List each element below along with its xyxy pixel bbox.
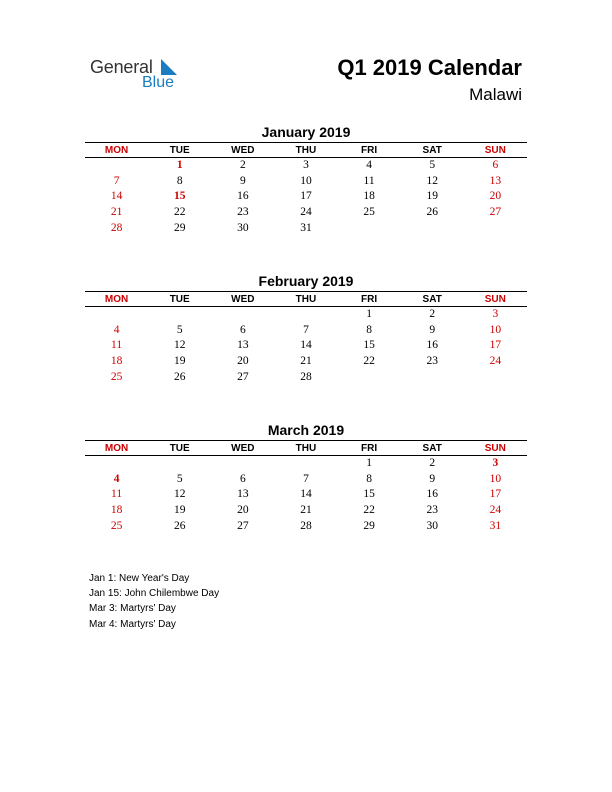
month-title: January 2019 — [261, 124, 351, 140]
weekday-label: TUE — [169, 145, 190, 156]
day-cell: 16 — [426, 339, 438, 352]
day-cell: 16 — [426, 488, 438, 501]
day-cell: 22 — [173, 206, 186, 219]
day-cell: 14 — [300, 488, 312, 501]
day-cell: 14 — [300, 339, 312, 352]
day-cell: 24 — [489, 355, 502, 368]
day-cell: 1 — [366, 308, 372, 320]
day-cell: 15 — [363, 488, 375, 501]
weekday-label: WED — [231, 294, 255, 305]
empty-day-cell — [338, 370, 401, 386]
empty-day-cell — [148, 307, 211, 323]
weekday-label: WED — [231, 145, 255, 156]
day-cell: 6 — [492, 159, 499, 171]
empty-day-cell — [274, 456, 337, 472]
holiday-item: Jan 1: New Year's Day — [89, 573, 190, 584]
day-cell: 2 — [429, 308, 436, 320]
day-cell: 1 — [366, 457, 372, 469]
week-row — [85, 307, 527, 323]
empty-day-cell — [211, 456, 274, 472]
week-row — [85, 354, 527, 370]
day-cell: 20 — [237, 355, 249, 368]
empty-day-cell — [85, 158, 148, 174]
page-title: Q1 2019 Calendar — [337, 55, 522, 80]
week-row — [85, 323, 527, 339]
logo-triangle-icon — [161, 59, 177, 75]
day-cell: 5 — [176, 323, 183, 336]
day-cell: 3 — [492, 457, 499, 469]
empty-day-cell — [148, 456, 211, 472]
day-cell: 5 — [429, 159, 436, 171]
day-cell: 29 — [173, 221, 186, 234]
country-name: Malawi — [469, 85, 522, 104]
day-cell: 29 — [363, 519, 375, 532]
week-row — [85, 487, 527, 503]
empty-day-cell — [464, 221, 527, 237]
day-cell: 28 — [300, 370, 312, 383]
day-cell: 4 — [113, 323, 120, 336]
day-cell: 21 — [110, 206, 123, 219]
day-cell: 24 — [489, 504, 502, 517]
empty-day-cell — [274, 307, 337, 323]
day-cell: 13 — [237, 339, 249, 352]
weekday-label: SUN — [484, 145, 506, 156]
day-cell: 25 — [110, 370, 123, 383]
week-row — [85, 205, 527, 221]
day-cell: 7 — [113, 174, 120, 187]
day-cell: 27 — [237, 519, 249, 532]
week-row — [85, 338, 527, 354]
day-cell: 21 — [300, 355, 312, 368]
day-cell: 9 — [239, 174, 246, 187]
day-cell: 27 — [489, 206, 502, 219]
month-title: February 2019 — [258, 273, 354, 289]
logo-general-text: General — [90, 57, 153, 77]
day-cell: 4 — [113, 472, 120, 485]
day-cell: 5 — [176, 472, 183, 485]
weekday-label: MON — [104, 443, 129, 454]
day-cell: 9 — [429, 472, 436, 485]
empty-day-cell — [401, 370, 464, 386]
day-cell: 23 — [426, 355, 438, 368]
day-cell: 25 — [110, 519, 123, 532]
month-february — [85, 272, 527, 385]
day-cell: 15 — [173, 190, 186, 203]
day-cell: 9 — [429, 323, 436, 336]
day-cell: 25 — [363, 206, 375, 219]
weekday-label: THU — [295, 443, 317, 454]
empty-day-cell — [401, 221, 464, 237]
day-cell: 12 — [173, 488, 186, 501]
empty-day-cell — [338, 221, 401, 237]
day-cell: 4 — [366, 159, 372, 171]
week-row — [85, 472, 527, 488]
day-cell: 18 — [110, 355, 123, 368]
day-cell: 18 — [363, 190, 375, 203]
empty-day-cell — [85, 307, 148, 323]
day-cell: 2 — [239, 159, 246, 171]
holiday-item: Mar 3: Martyrs' Day — [89, 603, 176, 615]
day-cell: 7 — [303, 323, 309, 336]
day-cell: 27 — [237, 370, 249, 383]
day-cell: 26 — [173, 519, 186, 532]
day-cell: 10 — [489, 323, 502, 336]
day-cell: 6 — [239, 472, 246, 485]
day-cell: 30 — [237, 221, 249, 234]
day-cell: 19 — [173, 355, 186, 368]
day-cell: 11 — [111, 339, 123, 352]
day-cell: 21 — [300, 504, 312, 517]
week-row — [85, 370, 527, 386]
day-cell: 13 — [489, 174, 502, 187]
day-cell: 17 — [489, 339, 502, 352]
day-cell: 16 — [237, 190, 249, 203]
week-row — [85, 189, 527, 205]
day-cell: 2 — [429, 457, 436, 469]
day-cell: 19 — [173, 504, 186, 517]
day-cell: 1 — [176, 159, 183, 171]
day-cell: 15 — [363, 339, 375, 352]
weekday-label: TUE — [169, 443, 190, 454]
weekday-header — [85, 291, 527, 307]
day-cell: 8 — [366, 472, 372, 485]
day-cell: 31 — [300, 221, 312, 234]
month-title: March 2019 — [267, 422, 345, 438]
day-cell: 12 — [173, 339, 186, 352]
weekday-label: FRI — [361, 443, 378, 454]
logo-blue-text: Blue — [142, 74, 175, 91]
week-row — [85, 221, 527, 237]
week-row — [85, 519, 527, 535]
weekday-header — [85, 440, 527, 456]
weekday-label: WED — [231, 443, 255, 454]
day-cell: 7 — [303, 472, 309, 485]
day-cell: 28 — [300, 519, 312, 532]
day-cell: 17 — [300, 190, 312, 203]
day-cell: 30 — [426, 519, 438, 532]
weekday-label: MON — [104, 294, 129, 305]
day-cell: 11 — [363, 174, 375, 187]
empty-day-cell — [464, 370, 527, 386]
weekday-label: TUE — [169, 294, 190, 305]
weekday-label: SAT — [422, 443, 442, 454]
day-cell: 10 — [489, 472, 502, 485]
day-cell: 6 — [239, 323, 246, 336]
week-row — [85, 174, 527, 190]
holiday-item: Mar 4: Martyrs' Day — [89, 618, 176, 630]
weekday-header — [85, 142, 527, 158]
day-cell: 17 — [489, 488, 502, 501]
month-march — [85, 421, 527, 534]
holiday-item: Jan 15: John Chilembwe Day — [89, 588, 220, 600]
day-cell: 19 — [426, 190, 438, 203]
day-cell: 31 — [489, 519, 502, 532]
day-cell: 10 — [300, 174, 312, 187]
day-cell: 24 — [300, 206, 312, 219]
day-cell: 12 — [426, 174, 438, 187]
day-cell: 26 — [426, 206, 438, 219]
day-cell: 20 — [489, 190, 502, 203]
day-cell: 18 — [110, 504, 123, 517]
weekday-label: SAT — [422, 294, 442, 305]
day-cell: 28 — [110, 221, 123, 234]
day-cell: 23 — [237, 206, 249, 219]
weekday-label: THU — [295, 294, 317, 305]
day-cell: 26 — [173, 370, 186, 383]
day-cell: 8 — [366, 323, 372, 336]
month-january — [85, 123, 527, 236]
weekday-label: SAT — [422, 145, 442, 156]
day-cell: 22 — [363, 355, 375, 368]
week-row — [85, 158, 527, 174]
day-cell: 23 — [426, 504, 438, 517]
day-cell: 8 — [176, 174, 183, 187]
empty-day-cell — [85, 456, 148, 472]
holiday-list — [89, 571, 219, 632]
weekday-label: SUN — [484, 294, 506, 305]
day-cell: 3 — [492, 308, 499, 320]
weekday-label: SUN — [484, 443, 506, 454]
weekday-label: MON — [104, 145, 129, 156]
weekday-label: FRI — [361, 294, 378, 305]
day-cell: 20 — [237, 504, 249, 517]
day-cell: 13 — [237, 488, 249, 501]
week-row — [85, 456, 527, 472]
week-row — [85, 503, 527, 519]
weekday-label: FRI — [361, 145, 378, 156]
day-cell: 11 — [111, 488, 123, 501]
weekday-label: THU — [295, 145, 317, 156]
day-cell: 22 — [363, 504, 375, 517]
day-cell: 14 — [110, 190, 123, 203]
day-cell: 3 — [303, 159, 309, 171]
empty-day-cell — [211, 307, 274, 323]
